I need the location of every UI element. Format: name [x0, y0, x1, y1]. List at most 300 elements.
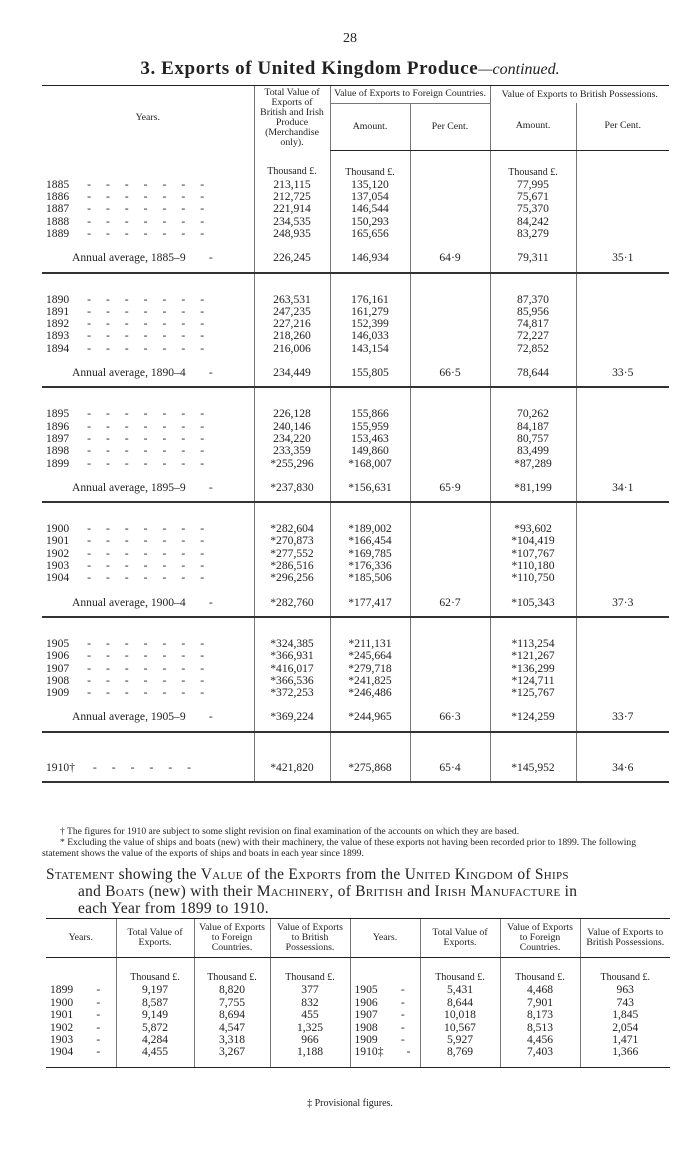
- british-percent: [576, 433, 669, 445]
- t2-unit: Thousand £.: [580, 958, 670, 985]
- british-amount: *110,180: [490, 560, 576, 572]
- total-value: *366,931: [254, 650, 330, 662]
- group-spacer: [42, 273, 669, 294]
- year-cell-right: 1905 -: [350, 984, 420, 996]
- stmt-word: Value: [200, 866, 243, 883]
- total-value: *286,516: [254, 560, 330, 572]
- british-percent: [576, 445, 669, 457]
- year-label: 1905: [354, 983, 378, 997]
- foreign-amount: 176,161: [330, 294, 410, 306]
- foreign-value-left: 8,820: [194, 984, 270, 996]
- foreign-percent: [410, 179, 490, 191]
- british-value-right: 1,845: [580, 1009, 670, 1021]
- stmt-word: Exports: [288, 866, 342, 883]
- year-label: 1908: [354, 1020, 378, 1034]
- foreign-amount: 146,033: [330, 330, 410, 342]
- foreign-amount: *185,506: [330, 572, 410, 587]
- average-british-percent: 33·5: [576, 358, 669, 387]
- foreign-amount: *169,785: [330, 548, 410, 560]
- annual-average-row: [42, 243, 669, 272]
- year-label: 1901: [50, 1008, 74, 1022]
- british-value-right: 743: [580, 997, 670, 1009]
- year-cell: 1909 -------: [46, 687, 220, 700]
- year-cell: 1895 -------: [46, 408, 220, 421]
- british-amount: 74,817: [490, 318, 576, 330]
- british-percent: [576, 548, 669, 560]
- british-amount: *124,711: [490, 675, 576, 687]
- page-title: [0, 58, 700, 80]
- british-percent: [576, 203, 669, 215]
- year-row: [42, 343, 669, 358]
- total-value: 212,725: [254, 191, 330, 203]
- year-label: 1907: [46, 662, 70, 675]
- british-percent: [576, 318, 669, 330]
- foreign-value-left: 7,755: [194, 997, 270, 1009]
- year-label: 1905: [46, 637, 70, 650]
- average-foreign-percent: 66·5: [410, 358, 490, 387]
- year-row: [42, 535, 669, 547]
- average-total: *282,760: [254, 588, 330, 617]
- foreign-percent: [410, 560, 490, 572]
- col-foreign-percent-header: Per Cent.: [410, 103, 490, 150]
- average-foreign-amount: *177,417: [330, 588, 410, 617]
- group-spacer: [42, 617, 669, 638]
- foreign-value-right: 4,468: [500, 984, 580, 996]
- year-label: 1906: [46, 650, 70, 663]
- british-amount: 84,187: [490, 421, 576, 433]
- year-label: 1898: [46, 445, 70, 458]
- foreign-percent: [410, 433, 490, 445]
- average-british-amount: *105,343: [490, 588, 576, 617]
- foreign-value-right: 8,173: [500, 1009, 580, 1021]
- british-amount: 85,956: [490, 306, 576, 318]
- total-value: *282,604: [254, 523, 330, 535]
- year-cell: 1899 -------: [46, 457, 220, 470]
- year-label: 1895: [46, 408, 70, 421]
- british-percent: [576, 638, 669, 650]
- british-amount: 72,852: [490, 343, 576, 358]
- stmt-word: and: [403, 882, 435, 900]
- year-label: 1902: [50, 1020, 74, 1034]
- british-value-left: 1,188: [270, 1046, 350, 1067]
- british-value-left: 377: [270, 984, 350, 996]
- foreign-value-right: 7,901: [500, 997, 580, 1009]
- british-amount: *87,289: [490, 458, 576, 473]
- total-value: *277,552: [254, 548, 330, 560]
- exports-table: [42, 85, 669, 783]
- year-label: 1909: [46, 687, 70, 700]
- year-row: [42, 330, 669, 342]
- year-cell-left: 1899 -: [50, 983, 101, 997]
- british-value-left: 455: [270, 1009, 350, 1021]
- british-percent: [576, 179, 669, 191]
- foreign-amount: 155,866: [330, 408, 410, 420]
- foreign-percent: [410, 638, 490, 650]
- year-cell-right: 1910‡ -: [350, 1046, 420, 1067]
- year-row: [42, 650, 669, 662]
- year-cell: 1900 -------: [46, 523, 220, 536]
- total-value: 234,535: [254, 216, 330, 228]
- british-percent: [576, 330, 669, 342]
- year-label: 1909: [354, 1033, 378, 1047]
- foreign-amount: 152,399: [330, 318, 410, 330]
- year-label: 1907: [354, 1008, 378, 1022]
- foreign-amount: 165,656: [330, 228, 410, 243]
- british-amount: 72,227: [490, 330, 576, 342]
- year-1910-row: [42, 753, 669, 782]
- year-cell: 1901 -------: [46, 535, 220, 548]
- average-label: Annual average, 1890–4 -: [42, 358, 254, 387]
- year-label: 1888: [46, 215, 70, 228]
- foreign-amount: 143,154: [330, 343, 410, 358]
- t2-years-header-right: Years.: [350, 919, 420, 958]
- total-value: 234,220: [254, 433, 330, 445]
- year-label: 1887: [46, 203, 70, 216]
- british-amount: 83,279: [490, 228, 576, 243]
- foreign-value-right: 4,456: [500, 1034, 580, 1046]
- british-percent: [576, 650, 669, 662]
- year-label: 1885: [46, 178, 70, 191]
- total-value-right: 10,018: [420, 1009, 500, 1021]
- foreign-percent: [410, 421, 490, 433]
- year-label: 1910†: [46, 760, 75, 774]
- average-foreign-amount: *156,631: [330, 473, 410, 502]
- group-spacer: [42, 387, 669, 408]
- average-label: Annual average, 1905–9 -: [42, 702, 254, 731]
- foreign-percent: [410, 330, 490, 342]
- british-percent: [576, 421, 669, 433]
- annual-average-row: [42, 473, 669, 502]
- average-label: Annual average, 1885–9 -: [42, 243, 254, 272]
- ships-boats-table-body: [46, 958, 670, 1068]
- total-value: 213,115: [254, 179, 330, 191]
- british-value-right: 1,471: [580, 1034, 670, 1046]
- average-british-percent: 33·7: [576, 702, 669, 731]
- average-label-text: Annual average, 1900–4: [72, 595, 186, 609]
- foreign-percent: [410, 675, 490, 687]
- stmt-word: and: [78, 882, 106, 900]
- t2-total-header-right: Total Value of Exports.: [420, 919, 500, 958]
- total-value-left: 9,149: [116, 1009, 194, 1021]
- foreign-value-left: 8,694: [194, 1009, 270, 1021]
- british-percent: [576, 191, 669, 203]
- british-percent: [576, 675, 669, 687]
- year-cell-left: 1901 -: [50, 1008, 101, 1022]
- col-foreign-amount-header: Amount.: [330, 103, 410, 150]
- total-value: 233,359: [254, 445, 330, 457]
- year-label: 1894: [46, 342, 70, 355]
- british-amount: 80,757: [490, 433, 576, 445]
- average-foreign-amount: *244,965: [330, 702, 410, 731]
- total-value-left: 4,455: [116, 1046, 194, 1067]
- stmt-word: Manufacture: [470, 882, 561, 900]
- british-amount: *110,750: [490, 572, 576, 587]
- british-amount: 75,370: [490, 203, 576, 215]
- foreign-percent: [410, 343, 490, 358]
- british-value-right: 1,366: [580, 1046, 670, 1067]
- year-row: [42, 228, 669, 243]
- foreign-amount: 146,544: [330, 203, 410, 215]
- foreign-amount: 137,054: [330, 191, 410, 203]
- stmt-word: , of: [329, 882, 356, 900]
- year-row: [42, 445, 669, 457]
- foreign-value-right: 8,513: [500, 1022, 580, 1034]
- stmt-word: United Kingdom: [404, 866, 514, 883]
- british-amount: *121,267: [490, 650, 576, 662]
- british-percent: [576, 687, 669, 702]
- british-amount: 70,262: [490, 408, 576, 420]
- british-value-left: 832: [270, 997, 350, 1009]
- footnotes: [42, 826, 672, 860]
- total-value-right: 8,769: [420, 1046, 500, 1067]
- year-cell: 1889 -------: [46, 227, 220, 240]
- foreign-amount: *189,002: [330, 523, 410, 535]
- year-label: 1892: [46, 318, 70, 331]
- british-percent: [576, 343, 669, 358]
- year-label: 1910‡: [354, 1045, 384, 1059]
- year-cell: 1894 -------: [46, 342, 220, 355]
- stmt-word: showing the: [114, 866, 201, 883]
- year-cell-left: 1903 -: [50, 1033, 101, 1047]
- year-cell-right: 1909 -: [350, 1034, 420, 1046]
- average-total: 226,245: [254, 243, 330, 272]
- foreign-value-left: 4,547: [194, 1022, 270, 1034]
- provisional-note: ‡ Provisional figures.: [307, 1098, 393, 1109]
- year-label: 1900: [46, 523, 70, 536]
- foreign-percent: [410, 306, 490, 318]
- british-percent: [576, 663, 669, 675]
- t2-unit: Thousand £.: [420, 958, 500, 985]
- foreign-value-left: 3,267: [194, 1046, 270, 1067]
- total-value-left: 4,284: [116, 1034, 194, 1046]
- stmt-word: of: [513, 866, 535, 883]
- total-value: *324,385: [254, 638, 330, 650]
- footnote-dagger: † The figures for 1910 are subject to some slight revision on final examination of the accounts on which they are based.: [60, 826, 520, 837]
- stmt-word: (new) with their: [144, 882, 257, 900]
- total-value: *270,873: [254, 535, 330, 547]
- year-label: 1893: [46, 330, 70, 343]
- average-foreign-amount: 146,934: [330, 243, 410, 272]
- foreign-amount: 149,860: [330, 445, 410, 457]
- group-spacer: [42, 732, 669, 753]
- year-label: 1896: [46, 420, 70, 433]
- foreign-percent: [410, 203, 490, 215]
- year-cell: 1891 -------: [46, 305, 220, 318]
- unit-total: Thousand £.: [254, 150, 330, 179]
- foreign-percent: [410, 191, 490, 203]
- col-british-percent-header: Per Cent.: [576, 103, 669, 150]
- foreign-percent: [410, 535, 490, 547]
- year-label: 1899: [50, 983, 74, 997]
- t2-unit: Thousand £.: [194, 958, 270, 985]
- year-row: [42, 663, 669, 675]
- foreign-percent: [410, 650, 490, 662]
- t2-unit: Thousand £.: [116, 958, 194, 985]
- foreign-amount: *279,718: [330, 663, 410, 675]
- british-percent: [576, 458, 669, 473]
- year-label: 1904: [46, 572, 70, 585]
- foreign-value-left: 3,318: [194, 1034, 270, 1046]
- units-row: [42, 150, 669, 179]
- ships-table-row: [46, 1046, 670, 1067]
- total-value: *416,017: [254, 663, 330, 675]
- year-row: [42, 572, 669, 587]
- total-value-right: 5,927: [420, 1034, 500, 1046]
- total-value: *255,296: [254, 458, 330, 473]
- average-label-text: Annual average, 1890–4: [72, 366, 186, 380]
- british-amount: 83,499: [490, 445, 576, 457]
- foreign-amount: 153,463: [330, 433, 410, 445]
- total-value: *372,253: [254, 687, 330, 702]
- year-cell-right: 1906 -: [350, 997, 420, 1009]
- foreign-percent: [410, 548, 490, 560]
- total-value-right: 10,567: [420, 1022, 500, 1034]
- year-cell-left: 1902 -: [50, 1020, 101, 1034]
- year-label: 1886: [46, 191, 70, 204]
- year-label: 1902: [46, 547, 70, 560]
- year-label: 1889: [46, 227, 70, 240]
- foreign-amount: *166,454: [330, 535, 410, 547]
- annual-average-row: [42, 358, 669, 387]
- year-label: 1897: [46, 432, 70, 445]
- average-foreign-percent: 65·9: [410, 473, 490, 502]
- col-british-amount-header: Amount.: [490, 103, 576, 150]
- total-value: *296,256: [254, 572, 330, 587]
- british-value-right: 963: [580, 984, 670, 996]
- total-value-left: 8,587: [116, 997, 194, 1009]
- year-cell: 1898 -------: [46, 445, 220, 458]
- year-label: 1904: [50, 1045, 74, 1059]
- foreign-value-right: 7,403: [500, 1046, 580, 1067]
- t2-years-header-left: Years.: [46, 919, 116, 958]
- average-british-amount: *124,259: [490, 702, 576, 731]
- annual-average-row: [42, 588, 669, 617]
- british-value-right: 2,054: [580, 1022, 670, 1034]
- foreign-percent: [410, 294, 490, 306]
- foreign-percent: [410, 687, 490, 702]
- total-value-left: 5,872: [116, 1022, 194, 1034]
- british-percent: [576, 294, 669, 306]
- foreign-amount: *241,825: [330, 675, 410, 687]
- group-spacer: [42, 502, 669, 523]
- year-label: 1899: [46, 457, 70, 470]
- foreign-percent: 65·4: [410, 753, 490, 782]
- year-cell: 1910† ------: [42, 753, 254, 782]
- year-cell: 1893 -------: [46, 330, 220, 343]
- average-british-amount: *81,199: [490, 473, 576, 502]
- year-cell: 1903 -------: [46, 560, 220, 573]
- year-row: [42, 458, 669, 473]
- british-amount: *113,254: [490, 638, 576, 650]
- title-continued: —continued.: [478, 61, 560, 78]
- year-row: [42, 408, 669, 420]
- year-cell: 1890 -------: [46, 293, 220, 306]
- total-value: 248,935: [254, 228, 330, 243]
- t2-british-header-left: Value of Exports to British Possessions.: [270, 919, 350, 958]
- british-percent: [576, 560, 669, 572]
- average-label-text: Annual average, 1895–9: [72, 480, 186, 494]
- t2-total-header-left: Total Value of Exports.: [116, 919, 194, 958]
- total-value: 263,531: [254, 294, 330, 306]
- col-years-header: Years.: [42, 86, 254, 151]
- average-foreign-percent: 64·9: [410, 243, 490, 272]
- year-label: 1903: [50, 1033, 74, 1047]
- british-amount: *93,602: [490, 523, 576, 535]
- british-percent: [576, 523, 669, 535]
- foreign-amount: *168,007: [330, 458, 410, 473]
- british-amount: *125,767: [490, 687, 576, 702]
- foreign-percent: [410, 216, 490, 228]
- year-cell: 1892 -------: [46, 318, 220, 331]
- foreign-amount: *245,664: [330, 650, 410, 662]
- t2-unit: Thousand £.: [500, 958, 580, 985]
- page-number: 28: [343, 31, 357, 46]
- british-amount: 77,995: [490, 179, 576, 191]
- year-cell: 1902 -------: [46, 547, 220, 560]
- annual-average-row: [42, 702, 669, 731]
- british-percent: [576, 306, 669, 318]
- foreign-amount: 155,959: [330, 421, 410, 433]
- stmt-word: Ships: [534, 866, 569, 883]
- t2-foreign-header-right: Value of Exports to Foreign Countries.: [500, 919, 580, 958]
- foreign-amount: 135,120: [330, 179, 410, 191]
- year-label: 1908: [46, 674, 70, 687]
- stmt-line-3: each Year from 1899 to 1910.: [78, 899, 269, 917]
- british-percent: [576, 216, 669, 228]
- stmt-word: of the: [242, 866, 289, 883]
- average-british-percent: 37·3: [576, 588, 669, 617]
- year-cell: 1888 -------: [46, 215, 220, 228]
- year-cell: 1896 -------: [46, 420, 220, 433]
- stmt-word: Boats: [105, 882, 145, 900]
- british-percent: [576, 572, 669, 587]
- total-value: 216,006: [254, 343, 330, 358]
- stmt-word: British: [355, 882, 404, 900]
- british-amount: 87,370: [490, 294, 576, 306]
- average-foreign-amount: 155,805: [330, 358, 410, 387]
- year-cell-left: 1904 -: [46, 1046, 116, 1067]
- foreign-amount: 150,293: [330, 216, 410, 228]
- year-label: 1903: [46, 560, 70, 573]
- average-foreign-percent: 66·3: [410, 702, 490, 731]
- title-main: 3. Exports of United Kingdom Produce: [140, 58, 479, 79]
- average-label-text: Annual average, 1905–9: [72, 710, 186, 724]
- year-label: 1901: [46, 535, 70, 548]
- british-amount: *145,952: [490, 753, 576, 782]
- british-amount: *107,767: [490, 548, 576, 560]
- average-british-amount: 78,644: [490, 358, 576, 387]
- total-value: 227,216: [254, 318, 330, 330]
- year-cell: 1908 -------: [46, 674, 220, 687]
- average-british-amount: 79,311: [490, 243, 576, 272]
- british-percent: [576, 228, 669, 243]
- foreign-percent: [410, 228, 490, 243]
- col-british-header: Value of Exports to British Possessions.: [490, 86, 669, 104]
- total-value: 221,914: [254, 203, 330, 215]
- year-cell: 1886 -------: [46, 191, 220, 204]
- year-cell-left: 1900 -: [50, 995, 101, 1009]
- british-value-left: 1,325: [270, 1022, 350, 1034]
- stmt-word: Statement: [46, 866, 115, 883]
- average-british-percent: 34·1: [576, 473, 669, 502]
- total-value: 226,128: [254, 408, 330, 420]
- average-foreign-percent: 62·7: [410, 588, 490, 617]
- year-cell: 1904 -------: [46, 572, 220, 585]
- stmt-word: in: [560, 882, 578, 900]
- british-amount: *136,299: [490, 663, 576, 675]
- footnote-asterisk: * Excluding the value of ships and boats (new) with their machinery, the value of these exports not having been recorded prior to 1899. The following statement shows the value of the exports of ships and boats in each year since 1899.: [42, 837, 637, 860]
- foreign-percent: [410, 572, 490, 587]
